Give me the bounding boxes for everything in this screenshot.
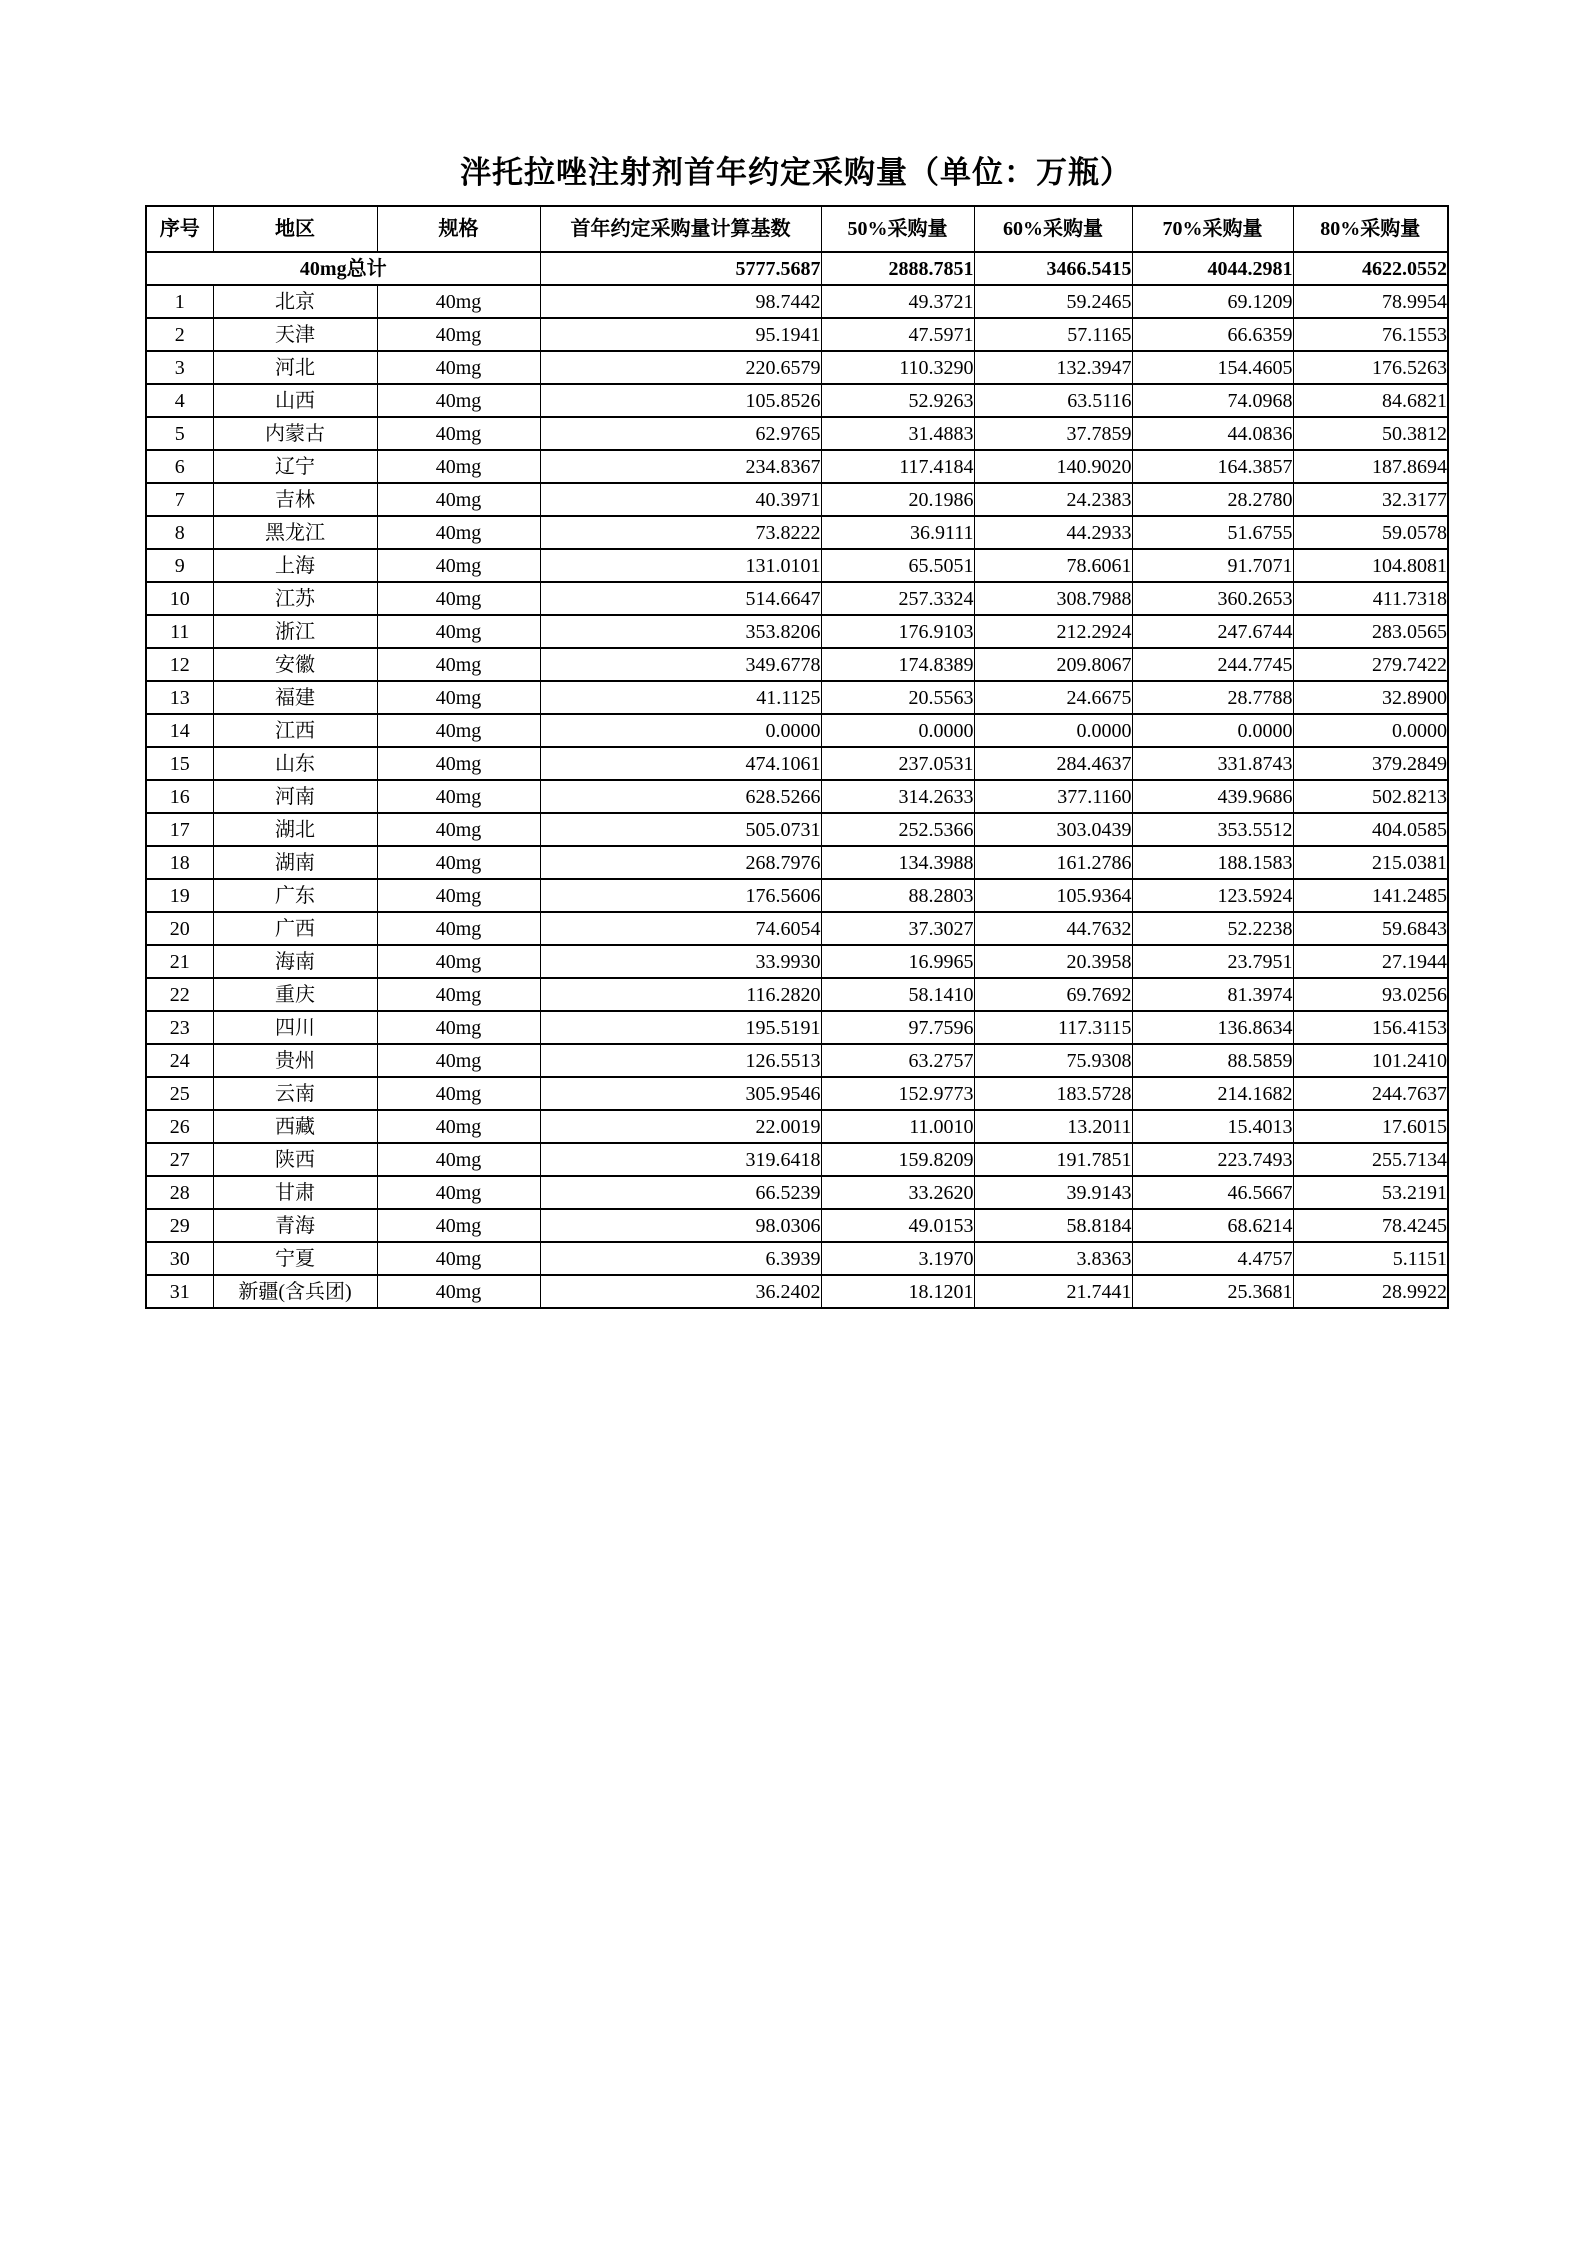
cell-p80: 411.7318 [1293, 582, 1448, 615]
cell-p70: 188.1583 [1132, 846, 1293, 879]
table-row [146, 1011, 1448, 1044]
cell-p60: 105.9364 [974, 879, 1132, 912]
cell-spec: 40mg [377, 1143, 540, 1176]
cell-p80: 84.6821 [1293, 384, 1448, 417]
cell-base: 98.7442 [540, 285, 821, 318]
cell-region: 广西 [213, 912, 377, 945]
cell-p70: 46.5667 [1132, 1176, 1293, 1209]
cell-p50: 20.5563 [821, 681, 974, 714]
table-row [146, 945, 1448, 978]
cell-spec: 40mg [377, 879, 540, 912]
cell-p80: 78.9954 [1293, 285, 1448, 318]
cell-spec: 40mg [377, 318, 540, 351]
cell-spec: 40mg [377, 549, 540, 582]
cell-p50: 134.3988 [821, 846, 974, 879]
cell-region: 天津 [213, 318, 377, 351]
cell-p60: 24.6675 [974, 681, 1132, 714]
header-row [146, 206, 1448, 252]
table-row [146, 1143, 1448, 1176]
cell-p70: 44.0836 [1132, 417, 1293, 450]
cell-spec: 40mg [377, 813, 540, 846]
cell-region: 河南 [213, 780, 377, 813]
cell-region: 山东 [213, 747, 377, 780]
table-row [146, 714, 1448, 747]
cell-p50: 314.2633 [821, 780, 974, 813]
cell-no: 18 [146, 846, 213, 879]
cell-p50: 252.5366 [821, 813, 974, 846]
cell-p50: 152.9773 [821, 1077, 974, 1110]
cell-base: 6.3939 [540, 1242, 821, 1275]
table-row [146, 285, 1448, 318]
cell-p80: 50.3812 [1293, 417, 1448, 450]
cell-spec: 40mg [377, 1077, 540, 1110]
cell-spec: 40mg [377, 1044, 540, 1077]
cell-base: 176.5606 [540, 879, 821, 912]
cell-p50: 257.3324 [821, 582, 974, 615]
table-row [146, 1044, 1448, 1077]
cell-p70: 360.2653 [1132, 582, 1293, 615]
column-header-3: 首年约定采购量计算基数 [540, 206, 821, 252]
cell-spec: 40mg [377, 483, 540, 516]
cell-p50: 49.3721 [821, 285, 974, 318]
cell-base: 73.8222 [540, 516, 821, 549]
cell-p80: 17.6015 [1293, 1110, 1448, 1143]
cell-p50: 31.4883 [821, 417, 974, 450]
cell-base: 474.1061 [540, 747, 821, 780]
cell-p80: 141.2485 [1293, 879, 1448, 912]
cell-region: 江苏 [213, 582, 377, 615]
cell-p60: 161.2786 [974, 846, 1132, 879]
column-header-4: 50%采购量 [821, 206, 974, 252]
cell-p80: 502.8213 [1293, 780, 1448, 813]
table-row [146, 1077, 1448, 1110]
cell-no: 30 [146, 1242, 213, 1275]
cell-no: 9 [146, 549, 213, 582]
cell-region: 宁夏 [213, 1242, 377, 1275]
cell-no: 17 [146, 813, 213, 846]
table-header [146, 206, 1448, 252]
cell-base: 353.8206 [540, 615, 821, 648]
cell-p70: 4.4757 [1132, 1242, 1293, 1275]
cell-spec: 40mg [377, 945, 540, 978]
cell-spec: 40mg [377, 714, 540, 747]
table-row [146, 417, 1448, 450]
cell-p60: 58.8184 [974, 1209, 1132, 1242]
total-cell-p60: 3466.5415 [974, 252, 1132, 285]
total-cell-p70: 4044.2981 [1132, 252, 1293, 285]
cell-base: 131.0101 [540, 549, 821, 582]
cell-p80: 59.6843 [1293, 912, 1448, 945]
cell-p60: 209.8067 [974, 648, 1132, 681]
cell-p70: 154.4605 [1132, 351, 1293, 384]
cell-base: 22.0019 [540, 1110, 821, 1143]
table-row [146, 1110, 1448, 1143]
cell-p50: 3.1970 [821, 1242, 974, 1275]
cell-p70: 74.0968 [1132, 384, 1293, 417]
table-row [146, 912, 1448, 945]
cell-p70: 28.2780 [1132, 483, 1293, 516]
cell-region: 青海 [213, 1209, 377, 1242]
cell-region: 黑龙江 [213, 516, 377, 549]
cell-spec: 40mg [377, 285, 540, 318]
cell-spec: 40mg [377, 1176, 540, 1209]
cell-spec: 40mg [377, 1209, 540, 1242]
cell-no: 5 [146, 417, 213, 450]
cell-region: 湖南 [213, 846, 377, 879]
cell-p80: 244.7637 [1293, 1077, 1448, 1110]
cell-p50: 47.5971 [821, 318, 974, 351]
cell-p60: 183.5728 [974, 1077, 1132, 1110]
cell-p70: 331.8743 [1132, 747, 1293, 780]
cell-region: 辽宁 [213, 450, 377, 483]
cell-p70: 353.5512 [1132, 813, 1293, 846]
cell-p60: 140.9020 [974, 450, 1132, 483]
column-header-2: 规格 [377, 206, 540, 252]
cell-base: 105.8526 [540, 384, 821, 417]
cell-spec: 40mg [377, 582, 540, 615]
cell-p50: 11.0010 [821, 1110, 974, 1143]
cell-p70: 88.5859 [1132, 1044, 1293, 1077]
cell-p80: 404.0585 [1293, 813, 1448, 846]
cell-no: 29 [146, 1209, 213, 1242]
cell-base: 628.5266 [540, 780, 821, 813]
cell-p60: 191.7851 [974, 1143, 1132, 1176]
cell-no: 12 [146, 648, 213, 681]
cell-spec: 40mg [377, 846, 540, 879]
cell-base: 36.2402 [540, 1275, 821, 1308]
cell-no: 4 [146, 384, 213, 417]
cell-spec: 40mg [377, 780, 540, 813]
cell-p80: 156.4153 [1293, 1011, 1448, 1044]
cell-spec: 40mg [377, 978, 540, 1011]
cell-base: 319.6418 [540, 1143, 821, 1176]
cell-no: 20 [146, 912, 213, 945]
cell-spec: 40mg [377, 1242, 540, 1275]
cell-spec: 40mg [377, 747, 540, 780]
table-row [146, 1275, 1448, 1308]
cell-spec: 40mg [377, 450, 540, 483]
cell-p60: 63.5116 [974, 384, 1132, 417]
cell-p60: 75.9308 [974, 1044, 1132, 1077]
cell-no: 22 [146, 978, 213, 1011]
cell-p50: 65.5051 [821, 549, 974, 582]
cell-p60: 3.8363 [974, 1242, 1132, 1275]
cell-p50: 159.8209 [821, 1143, 974, 1176]
cell-base: 66.5239 [540, 1176, 821, 1209]
table-row [146, 516, 1448, 549]
cell-no: 11 [146, 615, 213, 648]
cell-spec: 40mg [377, 681, 540, 714]
cell-p50: 58.1410 [821, 978, 974, 1011]
cell-p80: 279.7422 [1293, 648, 1448, 681]
cell-no: 21 [146, 945, 213, 978]
cell-p80: 28.9922 [1293, 1275, 1448, 1308]
cell-p70: 164.3857 [1132, 450, 1293, 483]
cell-p70: 28.7788 [1132, 681, 1293, 714]
cell-p80: 101.2410 [1293, 1044, 1448, 1077]
cell-region: 江西 [213, 714, 377, 747]
cell-p60: 57.1165 [974, 318, 1132, 351]
cell-p50: 63.2757 [821, 1044, 974, 1077]
table-row [146, 1176, 1448, 1209]
cell-p80: 53.2191 [1293, 1176, 1448, 1209]
cell-base: 98.0306 [540, 1209, 821, 1242]
cell-region: 甘肃 [213, 1176, 377, 1209]
cell-spec: 40mg [377, 417, 540, 450]
cell-region: 安徽 [213, 648, 377, 681]
cell-p70: 25.3681 [1132, 1275, 1293, 1308]
cell-p80: 5.1151 [1293, 1242, 1448, 1275]
page-title: 泮托拉唑注射剂首年约定采购量（单位：万瓶） [460, 155, 1132, 190]
table-row [146, 615, 1448, 648]
cell-p70: 0.0000 [1132, 714, 1293, 747]
cell-no: 26 [146, 1110, 213, 1143]
cell-spec: 40mg [377, 1275, 540, 1308]
cell-p70: 51.6755 [1132, 516, 1293, 549]
cell-p80: 78.4245 [1293, 1209, 1448, 1242]
cell-p80: 176.5263 [1293, 351, 1448, 384]
cell-p60: 377.1160 [974, 780, 1132, 813]
cell-no: 1 [146, 285, 213, 318]
cell-p80: 93.0256 [1293, 978, 1448, 1011]
cell-p60: 212.2924 [974, 615, 1132, 648]
table-row [146, 747, 1448, 780]
table-row [146, 450, 1448, 483]
cell-base: 268.7976 [540, 846, 821, 879]
cell-no: 7 [146, 483, 213, 516]
cell-region: 吉林 [213, 483, 377, 516]
cell-spec: 40mg [377, 912, 540, 945]
cell-p70: 66.6359 [1132, 318, 1293, 351]
cell-no: 2 [146, 318, 213, 351]
cell-p60: 37.7859 [974, 417, 1132, 450]
cell-spec: 40mg [377, 1011, 540, 1044]
cell-p60: 0.0000 [974, 714, 1132, 747]
cell-p60: 13.2011 [974, 1110, 1132, 1143]
cell-p60: 303.0439 [974, 813, 1132, 846]
cell-base: 95.1941 [540, 318, 821, 351]
cell-p80: 187.8694 [1293, 450, 1448, 483]
cell-p50: 52.9263 [821, 384, 974, 417]
cell-no: 6 [146, 450, 213, 483]
cell-p60: 39.9143 [974, 1176, 1132, 1209]
cell-base: 349.6778 [540, 648, 821, 681]
cell-p60: 44.7632 [974, 912, 1132, 945]
cell-p80: 27.1944 [1293, 945, 1448, 978]
cell-region: 河北 [213, 351, 377, 384]
cell-p70: 214.1682 [1132, 1077, 1293, 1110]
total-cell-p50: 2888.7851 [821, 252, 974, 285]
cell-p60: 44.2933 [974, 516, 1132, 549]
cell-region: 西藏 [213, 1110, 377, 1143]
cell-region: 山西 [213, 384, 377, 417]
column-header-1: 地区 [213, 206, 377, 252]
cell-p70: 136.8634 [1132, 1011, 1293, 1044]
cell-region: 上海 [213, 549, 377, 582]
cell-no: 23 [146, 1011, 213, 1044]
cell-region: 陕西 [213, 1143, 377, 1176]
cell-p60: 78.6061 [974, 549, 1132, 582]
table-row [146, 879, 1448, 912]
cell-p70: 247.6744 [1132, 615, 1293, 648]
cell-region: 贵州 [213, 1044, 377, 1077]
cell-p80: 59.0578 [1293, 516, 1448, 549]
cell-region: 新疆(含兵团) [213, 1275, 377, 1308]
cell-p50: 174.8389 [821, 648, 974, 681]
table-row [146, 351, 1448, 384]
cell-p70: 81.3974 [1132, 978, 1293, 1011]
table-row [146, 813, 1448, 846]
cell-region: 内蒙古 [213, 417, 377, 450]
cell-spec: 40mg [377, 351, 540, 384]
cell-p50: 20.1986 [821, 483, 974, 516]
cell-p50: 33.2620 [821, 1176, 974, 1209]
column-header-7: 80%采购量 [1293, 206, 1448, 252]
cell-p60: 59.2465 [974, 285, 1132, 318]
cell-spec: 40mg [377, 384, 540, 417]
cell-p70: 15.4013 [1132, 1110, 1293, 1143]
cell-p60: 308.7988 [974, 582, 1132, 615]
cell-no: 16 [146, 780, 213, 813]
cell-p50: 237.0531 [821, 747, 974, 780]
total-cell-p80: 4622.0552 [1293, 252, 1448, 285]
cell-p50: 37.3027 [821, 912, 974, 945]
cell-no: 27 [146, 1143, 213, 1176]
cell-base: 505.0731 [540, 813, 821, 846]
cell-base: 220.6579 [540, 351, 821, 384]
cell-region: 重庆 [213, 978, 377, 1011]
cell-no: 3 [146, 351, 213, 384]
total-row-label: 40mg总计 [146, 252, 540, 285]
cell-no: 24 [146, 1044, 213, 1077]
cell-spec: 40mg [377, 1110, 540, 1143]
cell-p60: 20.3958 [974, 945, 1132, 978]
cell-region: 浙江 [213, 615, 377, 648]
table-row [146, 384, 1448, 417]
cell-no: 31 [146, 1275, 213, 1308]
cell-base: 514.6647 [540, 582, 821, 615]
cell-p60: 21.7441 [974, 1275, 1132, 1308]
cell-p50: 117.4184 [821, 450, 974, 483]
cell-p60: 132.3947 [974, 351, 1132, 384]
cell-region: 四川 [213, 1011, 377, 1044]
cell-p50: 0.0000 [821, 714, 974, 747]
cell-no: 15 [146, 747, 213, 780]
cell-p80: 32.8900 [1293, 681, 1448, 714]
cell-base: 33.9930 [540, 945, 821, 978]
cell-region: 福建 [213, 681, 377, 714]
cell-p50: 176.9103 [821, 615, 974, 648]
cell-base: 62.9765 [540, 417, 821, 450]
cell-base: 305.9546 [540, 1077, 821, 1110]
cell-p70: 69.1209 [1132, 285, 1293, 318]
cell-p70: 244.7745 [1132, 648, 1293, 681]
cell-region: 北京 [213, 285, 377, 318]
cell-base: 0.0000 [540, 714, 821, 747]
cell-no: 13 [146, 681, 213, 714]
cell-p50: 88.2803 [821, 879, 974, 912]
cell-base: 126.5513 [540, 1044, 821, 1077]
cell-no: 14 [146, 714, 213, 747]
table-row [146, 1209, 1448, 1242]
cell-no: 25 [146, 1077, 213, 1110]
cell-p60: 117.3115 [974, 1011, 1132, 1044]
cell-region: 广东 [213, 879, 377, 912]
cell-p50: 18.1201 [821, 1275, 974, 1308]
column-header-0: 序号 [146, 206, 213, 252]
cell-base: 195.5191 [540, 1011, 821, 1044]
table-row [146, 1242, 1448, 1275]
cell-p80: 215.0381 [1293, 846, 1448, 879]
table-row [146, 648, 1448, 681]
table-row [146, 549, 1448, 582]
cell-p50: 97.7596 [821, 1011, 974, 1044]
cell-p80: 283.0565 [1293, 615, 1448, 648]
procurement-table [145, 205, 1449, 1309]
cell-region: 湖北 [213, 813, 377, 846]
cell-no: 28 [146, 1176, 213, 1209]
table-row [146, 978, 1448, 1011]
cell-p80: 76.1553 [1293, 318, 1448, 351]
cell-base: 74.6054 [540, 912, 821, 945]
table-row [146, 681, 1448, 714]
cell-region: 海南 [213, 945, 377, 978]
cell-spec: 40mg [377, 615, 540, 648]
cell-p70: 68.6214 [1132, 1209, 1293, 1242]
cell-p50: 49.0153 [821, 1209, 974, 1242]
table-row [146, 483, 1448, 516]
cell-base: 116.2820 [540, 978, 821, 1011]
cell-p70: 439.9686 [1132, 780, 1293, 813]
cell-p70: 23.7951 [1132, 945, 1293, 978]
cell-region: 云南 [213, 1077, 377, 1110]
cell-p50: 36.9111 [821, 516, 974, 549]
cell-p70: 91.7071 [1132, 549, 1293, 582]
total-row [146, 252, 1448, 285]
cell-base: 40.3971 [540, 483, 821, 516]
table-row [146, 846, 1448, 879]
cell-p80: 255.7134 [1293, 1143, 1448, 1176]
table-row [146, 318, 1448, 351]
cell-no: 8 [146, 516, 213, 549]
cell-base: 41.1125 [540, 681, 821, 714]
cell-p70: 123.5924 [1132, 879, 1293, 912]
cell-no: 10 [146, 582, 213, 615]
total-cell-base: 5777.5687 [540, 252, 821, 285]
column-header-6: 70%采购量 [1132, 206, 1293, 252]
cell-p80: 379.2849 [1293, 747, 1448, 780]
column-header-5: 60%采购量 [974, 206, 1132, 252]
cell-p70: 52.2238 [1132, 912, 1293, 945]
cell-p80: 32.3177 [1293, 483, 1448, 516]
cell-p80: 0.0000 [1293, 714, 1448, 747]
cell-no: 19 [146, 879, 213, 912]
cell-p60: 69.7692 [974, 978, 1132, 1011]
cell-p50: 16.9965 [821, 945, 974, 978]
cell-base: 234.8367 [540, 450, 821, 483]
cell-spec: 40mg [377, 516, 540, 549]
cell-spec: 40mg [377, 648, 540, 681]
cell-p80: 104.8081 [1293, 549, 1448, 582]
table-body [146, 252, 1448, 1308]
cell-p60: 24.2383 [974, 483, 1132, 516]
cell-p70: 223.7493 [1132, 1143, 1293, 1176]
table-row [146, 780, 1448, 813]
table-row [146, 582, 1448, 615]
cell-p60: 284.4637 [974, 747, 1132, 780]
cell-p50: 110.3290 [821, 351, 974, 384]
